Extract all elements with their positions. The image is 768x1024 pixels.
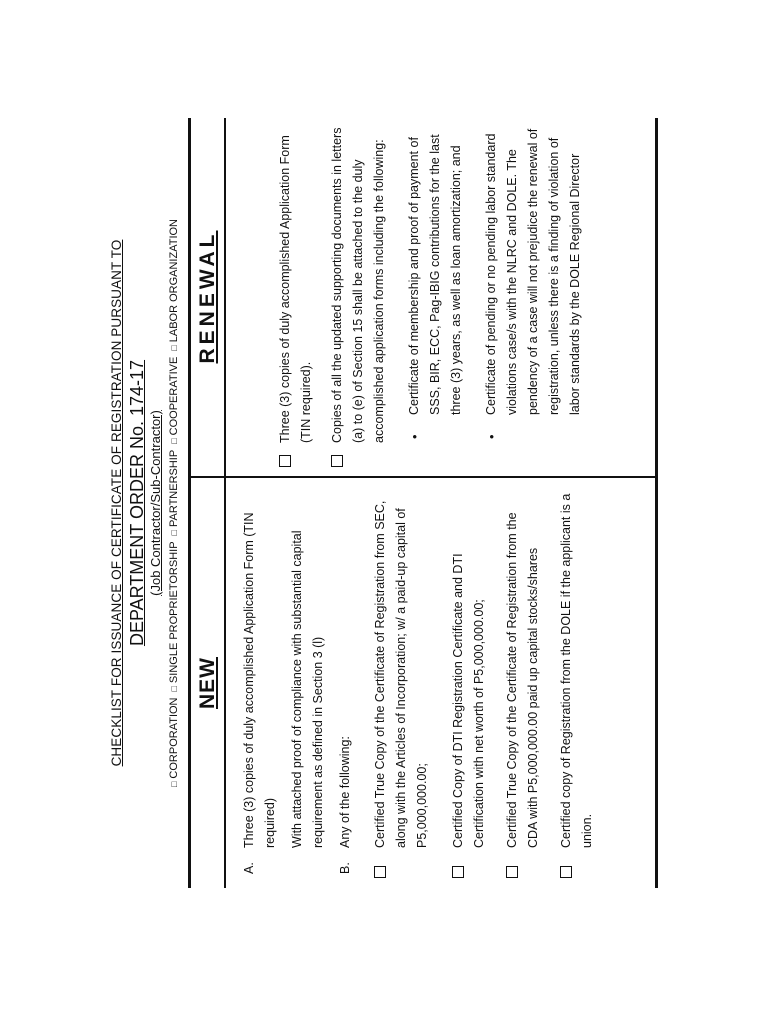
compliance-proof (287, 484, 329, 874)
requirement-a-text: Three (3) copies of duly accomplished Application Form (TIN required) (242, 512, 277, 848)
checkbox-icon: □ (169, 438, 179, 444)
item-label: B. (338, 862, 352, 874)
item-label: A. (242, 862, 256, 874)
checklist-title: CHECKLIST FOR ISSUANCE OF CERTIFICATE OF REGISTRATION PURSUANT TO (109, 239, 124, 767)
compliance-proof-text: With attached proof of compliance with substantial capital requirement as defined in Section 3 (l) (290, 530, 325, 848)
renewal-item-application-form (275, 122, 317, 467)
new-option-dole (556, 484, 598, 878)
checkbox[interactable] (452, 866, 464, 878)
checkbox-icon: □ (169, 530, 179, 536)
checkbox[interactable] (560, 866, 572, 878)
renewal-column-heading: RENEWAL (196, 230, 219, 364)
option-text: Certified True Copy of the Certificate of Registration from the CDA with P5,000,000.00 paid up capital stocks/shares (505, 512, 540, 848)
checkbox[interactable] (331, 455, 343, 467)
checkbox[interactable] (374, 866, 386, 878)
new-option-cda (502, 484, 544, 878)
option-text: Certified True Copy of the Certificate of Registration from SEC, along with the Articles of Incorporation; w/ a paid-up capital of P5,000,000.00; (373, 500, 429, 848)
renewal-bullet-violations (481, 122, 586, 439)
bullet-text: Certificate of pending or no pending labor standard violations case/s with the NLRC and DOLE. The pendency of a case will not prejudice the renewal of registration, unless there is a finding of violation of labor standards by the DOLE Regional Director (484, 128, 582, 415)
department-order-title: DEPARTMENT ORDER No. 174-17 (127, 359, 147, 647)
checkbox-icon: □ (169, 345, 179, 351)
requirement-b-text: Any of the following: (338, 736, 352, 848)
entity-type-corporation[interactable] (168, 698, 180, 788)
renewal-item-supporting-documents (327, 122, 390, 467)
requirement-a (239, 484, 281, 874)
contractor-subtitle: (Job Contractor/Sub-Contractor) (148, 410, 163, 596)
new-option-sec (370, 484, 433, 878)
checkbox[interactable] (279, 455, 291, 467)
renewal-requirements (229, 122, 586, 467)
entity-type-options (168, 118, 180, 888)
new-requirements (239, 484, 598, 874)
bullet-text: Certificate of membership and proof of payment of SSS, BIR, ECC, Pag-IBIG contributions for the last three (3) years, as well as loan amortization; and (407, 134, 463, 415)
entity-type-label: PARTNERSHIP (168, 449, 180, 528)
new-column-heading: NEW (196, 657, 219, 709)
entity-type-labor-organization[interactable] (168, 219, 180, 351)
entity-type-label: COOPERATIVE (168, 356, 180, 436)
bullet-icon: • (407, 434, 422, 439)
bullet-icon: • (484, 434, 499, 439)
renewal-bullet-membership (404, 122, 467, 439)
header-divider (224, 118, 226, 888)
checkbox-icon: □ (169, 781, 179, 788)
entity-type-label: CORPORATION (168, 697, 180, 779)
renewal-item-text: Copies of all the updated supporting documents in letters (a) to (e) of Section 15 shall be attached to the duly accomplished application forms including the following: (330, 127, 386, 443)
checklist-table (188, 118, 658, 888)
entity-type-partnership[interactable] (168, 450, 180, 536)
document-header (109, 118, 180, 888)
option-text: Certified copy of Registration from the DOLE if the applicant is a union. (559, 493, 594, 848)
requirement-b (335, 484, 356, 874)
checkbox-icon: □ (169, 686, 179, 692)
entity-type-label: SINGLE PROPRIETORSHIP (168, 541, 180, 684)
entity-type-label: LABOR ORGANIZATION (168, 218, 180, 343)
entity-type-cooperative[interactable] (168, 357, 180, 444)
renewal-item-text: Three (3) copies of duly accomplished Application Form (TIN required). (278, 135, 313, 443)
option-text: Certified Copy of DTI Registration Certificate and DTI Certification with net worth of P5,000,000.00; (451, 553, 486, 848)
column-divider (191, 476, 655, 478)
checkbox[interactable] (506, 866, 518, 878)
new-option-dti (448, 484, 490, 878)
entity-type-single-proprietorship[interactable] (168, 541, 180, 691)
rotated-page (104, 118, 674, 888)
